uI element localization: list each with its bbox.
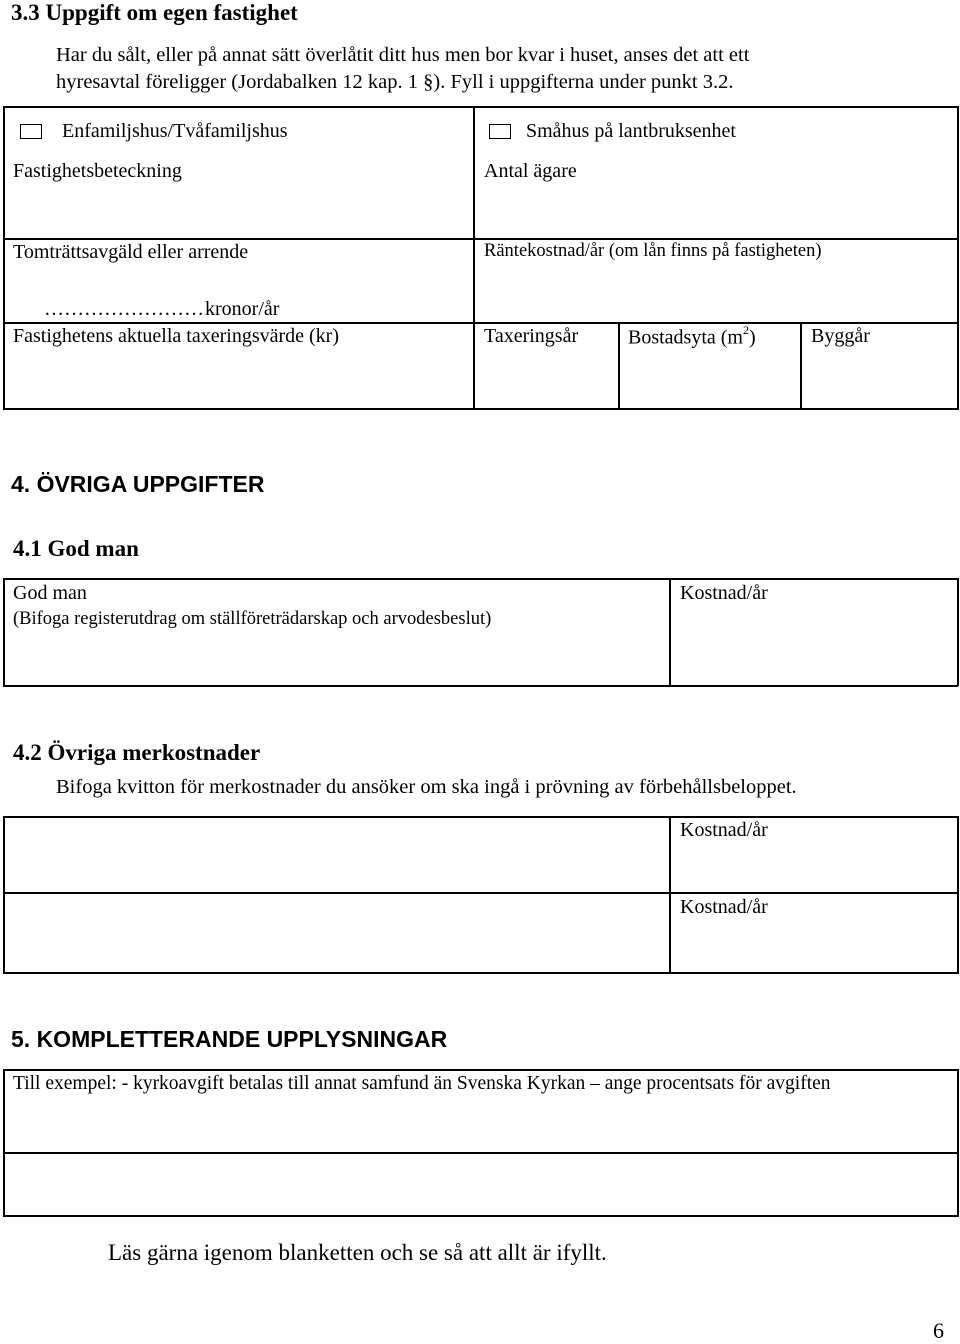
antal-agare-label: Antal ägare [484, 160, 577, 182]
section-4-heading: 4. ÖVRIGA UPPGIFTER [11, 471, 265, 497]
checkbox-enfamiljshus-label: Enfamiljshus/Tvåfamiljshus [62, 120, 288, 142]
merkostnader-table-right [957, 816, 959, 974]
merkostnader-table-divider [669, 816, 671, 974]
god-man-label: God man [13, 582, 87, 604]
merkostnad-1-kostnad-label: Kostnad/år [680, 819, 768, 841]
page-number: 6 [933, 1318, 944, 1343]
antal-agare-field[interactable] [477, 188, 955, 236]
god-man-table-right [957, 578, 959, 686]
merkostnad-2-kostnad-label: Kostnad/år [680, 896, 768, 918]
table-right-border [957, 106, 959, 410]
merkostnader-note: Bifoga kvitton för merkostnader du ansöker om ska ingå i prövning av förbehållsbeloppet. [56, 776, 797, 798]
upplysningar-table-left [3, 1069, 5, 1217]
section-4-1-heading: 4.1 God man [13, 536, 139, 561]
table-divider-bostadsyta [800, 322, 802, 409]
god-man-field[interactable] [6, 636, 666, 683]
kronor-per-ar-label: kronor/år [205, 298, 280, 320]
section-5-heading: 5. KOMPLETTERANDE UPPLYSNINGAR [11, 1026, 448, 1052]
checkbox-enfamiljshus[interactable] [20, 124, 42, 139]
taxeringsar-field[interactable] [477, 352, 615, 406]
upplysningar-example: Till exempel: - kyrkoavgift betalas till annat samfund än Svenska Kyrkan – ange procentsats för avgiften [13, 1073, 831, 1094]
merkostnad-1-field[interactable] [6, 819, 666, 890]
fastighetsbeteckning-field[interactable] [6, 188, 470, 236]
fastighetsbeteckning-label: Fastighetsbeteckning [13, 160, 182, 182]
merkostnader-table-row-divider [3, 892, 958, 894]
merkostnad-1-kostnad-field[interactable] [673, 846, 955, 890]
upplysningar-field-1[interactable] [6, 1100, 956, 1150]
checkbox-smahus[interactable] [489, 124, 511, 139]
merkostnad-2-field[interactable] [6, 895, 666, 970]
section-4-2-heading: 4.2 Övriga merkostnader [13, 740, 261, 765]
upplysningar-table-top [3, 1069, 958, 1071]
bostadsyta-field[interactable] [622, 352, 798, 406]
upplysningar-table-bottom [3, 1215, 958, 1217]
upplysningar-field-2[interactable] [6, 1155, 956, 1213]
god-man-table-left [3, 578, 5, 686]
god-man-table-top [3, 578, 958, 580]
merkostnad-2-kostnad-field[interactable] [673, 924, 955, 970]
god-man-table-divider [669, 578, 671, 686]
table-row-divider-2 [3, 322, 958, 324]
god-man-kostnad-field[interactable] [673, 610, 955, 683]
table-left-border [3, 106, 5, 410]
table-divider-taxeringsar [618, 322, 620, 409]
bostadsyta-superscript: 2 [743, 323, 749, 337]
byggar-field[interactable] [804, 352, 955, 406]
rantekostnad-label: Räntekostnad/år (om lån finns på fastigheten) [484, 241, 822, 261]
god-man-table-bottom [3, 685, 958, 687]
table-bottom-border [3, 408, 958, 410]
upplysningar-table-right [957, 1069, 959, 1217]
tomtratt-label: Tomträttsavgäld eller arrende [13, 241, 249, 263]
god-man-kostnad-label: Kostnad/år [680, 582, 768, 604]
merkostnader-table-bottom [3, 972, 958, 974]
table-middle-divider [473, 106, 475, 410]
footer-reminder: Läs gärna igenom blanketten och se så att allt är ifyllt. [108, 1240, 607, 1265]
god-man-note: (Bifoga registerutdrag om ställföreträdarskap och arvodesbeslut) [13, 609, 492, 629]
merkostnader-table-top [3, 816, 958, 818]
kronor-dots[interactable]: …………………… [44, 298, 204, 320]
checkbox-smahus-label: Småhus på lantbruksenhet [526, 120, 736, 142]
bostadsyta-label: Bostadsyta $(m^2)$ [628, 323, 756, 349]
section-3-3-heading: 3.3 Uppgift om egen fastighet [11, 0, 298, 25]
table-top-border [3, 106, 958, 108]
table-row-divider-1 [3, 238, 958, 240]
rantekostnad-field[interactable] [477, 268, 955, 320]
taxeringsvarde-field[interactable] [6, 352, 470, 406]
taxeringsar-label: Taxeringsår [484, 325, 579, 347]
intro-line-1: Har du sålt, eller på annat sätt överlåtit ditt hus men bor kvar i huset, anses det att ett [56, 44, 750, 66]
taxeringsvarde-label: Fastighetens aktuella taxeringsvärde (kr) [13, 325, 339, 347]
byggar-label: Byggår [811, 325, 870, 347]
merkostnader-table-left [3, 816, 5, 974]
intro-line-2: hyresavtal föreligger (Jordabalken 12 kap. 1 §). Fyll i uppgifterna under punkt 3.2. [56, 71, 734, 93]
upplysningar-table-row-divider [3, 1152, 958, 1154]
